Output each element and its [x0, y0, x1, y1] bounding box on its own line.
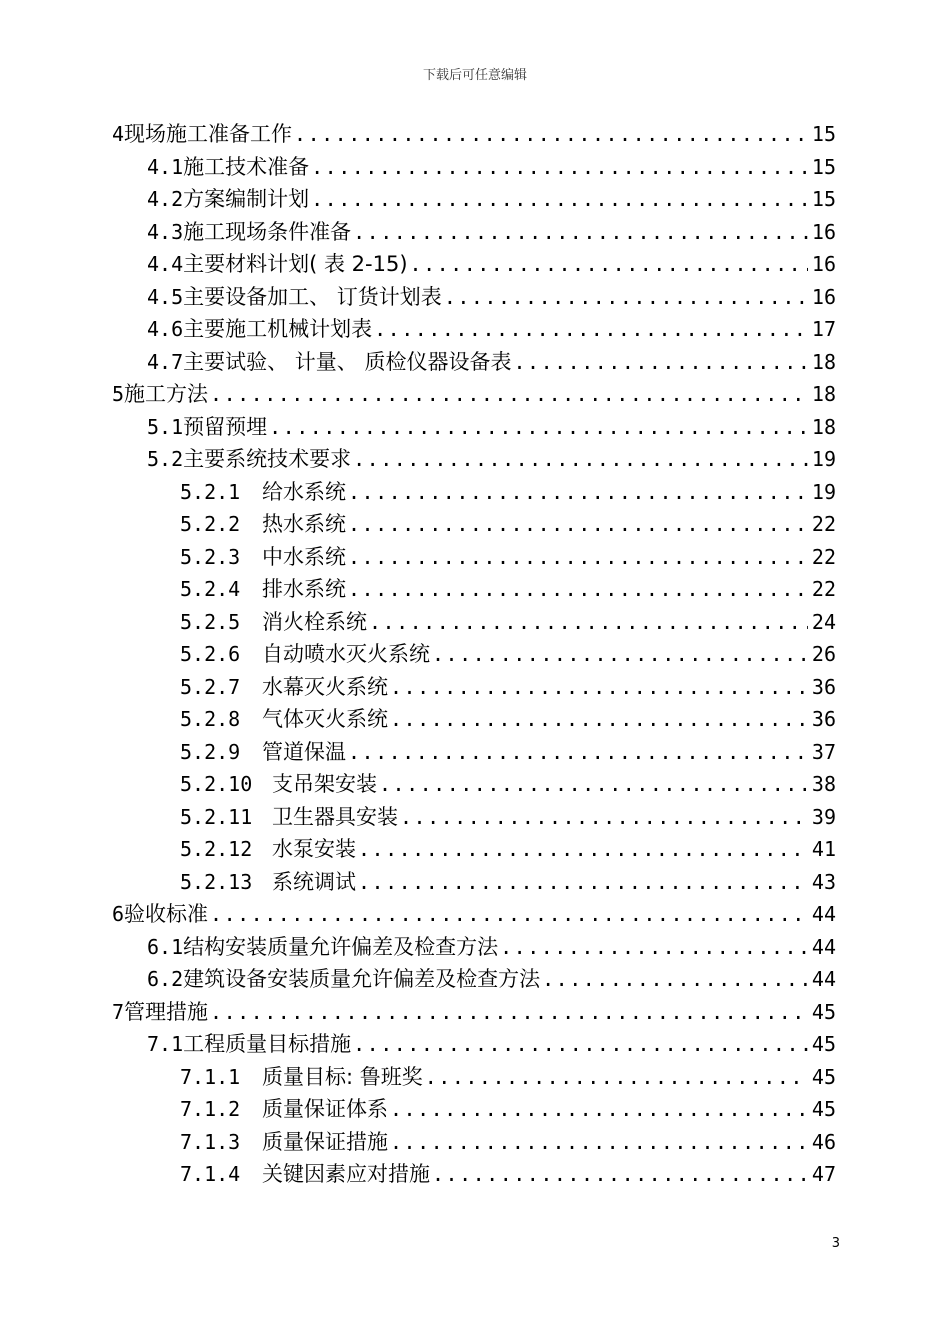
toc-entry-title: 关键因素应对措施: [262, 1162, 430, 1186]
toc-entry-page: 45: [811, 1064, 836, 1089]
toc-entry-number: 5.2.10: [180, 772, 253, 796]
toc-entry-page: 16: [811, 252, 836, 276]
toc-entry-number: 6: [112, 902, 125, 926]
toc-entry-page: 36: [811, 674, 836, 699]
toc-entry[interactable]: [112, 248, 836, 281]
toc-entry[interactable]: [112, 216, 836, 249]
toc-entry-number: 6.2: [147, 967, 184, 991]
dot-leader: [210, 378, 808, 411]
toc-entry[interactable]: [112, 281, 836, 314]
toc-entry-number: 5.2: [147, 447, 184, 471]
toc-entry-number: 5.2.13: [180, 869, 253, 894]
toc-entry[interactable]: [112, 671, 836, 704]
toc-entry-page: 22: [811, 577, 836, 601]
toc-entry[interactable]: [112, 703, 836, 736]
toc-entry-title: 施工技术准备: [183, 154, 310, 179]
dot-leader: [390, 1093, 808, 1126]
toc-entry[interactable]: [112, 606, 836, 639]
toc-entry-title: 系统调试: [272, 869, 356, 894]
dot-leader: [374, 313, 808, 346]
dot-leader: [210, 996, 808, 1029]
toc-entry[interactable]: [112, 508, 836, 541]
dot-leader: [358, 833, 808, 866]
toc-entry-page: 45: [811, 999, 836, 1024]
dot-leader: [353, 216, 808, 249]
toc-entry-page: 18: [811, 382, 836, 406]
toc-entry-title: 水泵安装: [272, 837, 356, 861]
toc-entry[interactable]: [112, 638, 836, 671]
toc-entry-page: 15: [811, 187, 836, 211]
toc-entry[interactable]: [112, 183, 836, 216]
dot-leader: [390, 1126, 808, 1159]
dot-leader: [353, 443, 808, 476]
toc-entry[interactable]: [112, 573, 836, 606]
toc-entry-title: 质量保证体系: [262, 1097, 388, 1121]
toc-entry-page: 17: [811, 317, 836, 341]
toc-entry-page: 22: [811, 544, 836, 569]
toc-entry-number: 5.2.9: [180, 739, 241, 764]
toc-entry[interactable]: [112, 378, 836, 411]
toc-entry[interactable]: [112, 866, 836, 899]
toc-entry[interactable]: [112, 476, 836, 509]
toc-entry-number: 5.2.1: [180, 479, 241, 504]
toc-entry-number: 5.2.6: [180, 642, 241, 666]
toc-entry[interactable]: [112, 1158, 836, 1191]
toc-entry-number: 5.2.7: [180, 674, 241, 699]
toc-entry-title: 主要设备加工、 订货计划表: [183, 284, 442, 309]
page-header: 下载后可任意编辑: [422, 68, 527, 83]
dot-leader: [311, 151, 808, 184]
toc-entry-number: 7.1.1: [180, 1064, 241, 1089]
toc-entry-title: 气体灭火系统: [262, 707, 388, 731]
toc-entry-title: 卫生器具安装: [272, 804, 398, 829]
toc-entry-title: 预留预埋: [183, 414, 268, 439]
toc-entry-title: 现场施工准备工作: [124, 122, 293, 146]
toc-entry-number: 4.4: [147, 252, 184, 276]
dot-leader: [311, 183, 808, 216]
dot-leader: [390, 671, 808, 704]
dot-leader: [210, 898, 808, 931]
dot-leader: [410, 248, 808, 281]
toc-entry-title: 支吊架安装: [272, 772, 377, 796]
toc-entry[interactable]: [112, 541, 836, 574]
toc-entry-page: 43: [811, 869, 836, 894]
toc-entry[interactable]: [112, 151, 836, 184]
toc-entry-page: 19: [811, 479, 836, 504]
toc-entry-page: 37: [811, 739, 836, 764]
toc-entry-title: 管道保温: [262, 739, 346, 764]
toc-entry-number: 7.1: [147, 1032, 184, 1056]
toc-entry[interactable]: [112, 1061, 836, 1094]
toc-entry-page: 18: [811, 414, 836, 439]
toc-entry-number: 5.2.11: [180, 804, 253, 829]
toc-entry-number: 7: [112, 999, 125, 1024]
toc-entry-title: 结构安装质量允许偏差及检查方法: [183, 934, 499, 959]
toc-entry-title: 水幕灭火系统: [262, 674, 388, 699]
dot-leader: [513, 346, 808, 379]
toc-entry-number: 5.2.12: [180, 837, 253, 861]
toc-entry-page: 18: [811, 349, 836, 374]
toc-entry[interactable]: [112, 346, 836, 379]
toc-entry[interactable]: [112, 801, 836, 834]
toc-entry-title: 消火栓系统: [262, 609, 367, 634]
toc-entry-title: 热水系统: [262, 512, 346, 536]
toc-entry-title: 自动喷水灭火系统: [262, 642, 430, 666]
toc-entry-number: 5.2.8: [180, 707, 241, 731]
toc-entry[interactable]: [112, 1093, 836, 1126]
toc-entry-page: 26: [811, 642, 836, 666]
dot-leader: [348, 541, 808, 574]
toc-entry-number: 4.3: [147, 219, 184, 244]
toc-entry[interactable]: [112, 443, 836, 476]
toc-entry-page: 41: [811, 837, 836, 861]
toc-entry-number: 7.1.3: [180, 1129, 241, 1154]
toc-entry-page: 46: [811, 1129, 836, 1154]
toc-entry-title: 质量目标: 鲁班奖: [262, 1064, 423, 1089]
toc-entry-number: 6.1: [147, 934, 184, 959]
dot-leader: [294, 118, 808, 151]
toc-entry-title: 主要试验、 计量、 质检仪器设备表: [183, 349, 512, 374]
toc-entry-number: 7.1.2: [180, 1097, 241, 1121]
toc-entry-page: 38: [811, 772, 836, 796]
toc-entry-number: 5.2.2: [180, 512, 241, 536]
toc-entry-page: 45: [811, 1032, 836, 1056]
toc-entry[interactable]: [112, 118, 836, 151]
toc-entry-page: 36: [811, 707, 836, 731]
toc-entry-page: 44: [811, 934, 836, 959]
toc-entry-number: 4.1: [147, 154, 184, 179]
toc-entry-page: 15: [811, 122, 836, 146]
dot-leader: [358, 866, 808, 899]
toc-entry-page: 39: [811, 804, 836, 829]
toc-entry[interactable]: [112, 1028, 836, 1061]
toc-entry-title: 中水系统: [262, 544, 346, 569]
toc-entry-number: 4: [112, 122, 125, 146]
dot-leader: [348, 736, 808, 769]
toc-entry[interactable]: [112, 313, 836, 346]
toc-entry-number: 5.1: [147, 414, 184, 439]
dot-leader: [542, 963, 808, 996]
toc-entry-title: 管理措施: [124, 999, 209, 1024]
dot-leader: [348, 476, 808, 509]
toc-entry-title: 验收标准: [124, 902, 209, 926]
toc-entry[interactable]: [112, 833, 836, 866]
toc-entry[interactable]: [112, 996, 836, 1029]
toc-entry-title: 质量保证措施: [262, 1129, 388, 1154]
dot-leader: [400, 801, 808, 834]
page-number: 3: [831, 1236, 840, 1251]
toc-entry-number: 4.6: [147, 317, 184, 341]
toc-entry-number: 4.5: [147, 284, 184, 309]
toc-entry-page: 22: [811, 512, 836, 536]
dot-leader: [348, 508, 808, 541]
dot-leader: [369, 606, 808, 639]
dot-leader: [500, 931, 808, 964]
toc-entry[interactable]: [112, 1126, 836, 1159]
toc-entry[interactable]: [112, 411, 836, 444]
toc-entry-title: 主要材料计划( 表 2-15): [183, 252, 408, 276]
toc-entry[interactable]: [112, 963, 836, 996]
dot-leader: [432, 638, 808, 671]
toc-entry-number: 5.2.3: [180, 544, 241, 569]
toc-entry-title: 主要系统技术要求: [183, 447, 352, 471]
dot-leader: [353, 1028, 808, 1061]
dot-leader: [432, 1158, 808, 1191]
toc-entry-number: 5.2.4: [180, 577, 241, 601]
toc-entry-number: 5.2.5: [180, 609, 241, 634]
toc-entry-number: 4.2: [147, 187, 184, 211]
toc-entry[interactable]: [112, 768, 836, 801]
toc-entry-page: 44: [811, 902, 836, 926]
toc-entry-number: 7.1.4: [180, 1162, 241, 1186]
toc-entry-title: 施工现场条件准备: [183, 219, 352, 244]
toc-entry-page: 24: [811, 609, 836, 634]
toc-entry-page: 19: [811, 447, 836, 471]
toc-entry-number: 5: [112, 382, 125, 406]
toc-entry-page: 45: [811, 1097, 836, 1121]
toc-entry-title: 排水系统: [262, 577, 346, 601]
toc-entry-page: 16: [811, 219, 836, 244]
toc-entry[interactable]: [112, 736, 836, 769]
dot-leader: [425, 1061, 808, 1094]
toc-entry-title: 工程质量目标措施: [183, 1032, 352, 1056]
toc-entry[interactable]: [112, 898, 836, 931]
toc-entry-page: 47: [811, 1162, 836, 1186]
dot-leader: [444, 281, 808, 314]
toc-entry-number: 4.7: [147, 349, 184, 374]
toc-entry-page: 44: [811, 967, 836, 991]
toc-entry-page: 15: [811, 154, 836, 179]
toc-entry-title: 方案编制计划: [183, 187, 310, 211]
toc-entry-title: 主要施工机械计划表: [183, 317, 373, 341]
dot-leader: [379, 768, 808, 801]
dot-leader: [390, 703, 808, 736]
dot-leader: [269, 411, 808, 444]
table-of-contents: [112, 118, 836, 1191]
toc-entry-title: 施工方法: [124, 382, 209, 406]
dot-leader: [348, 573, 808, 606]
toc-entry-title: 建筑设备安装质量允许偏差及检查方法: [183, 967, 541, 991]
toc-entry[interactable]: [112, 931, 836, 964]
toc-entry-title: 给水系统: [262, 479, 346, 504]
toc-entry-page: 16: [811, 284, 836, 309]
